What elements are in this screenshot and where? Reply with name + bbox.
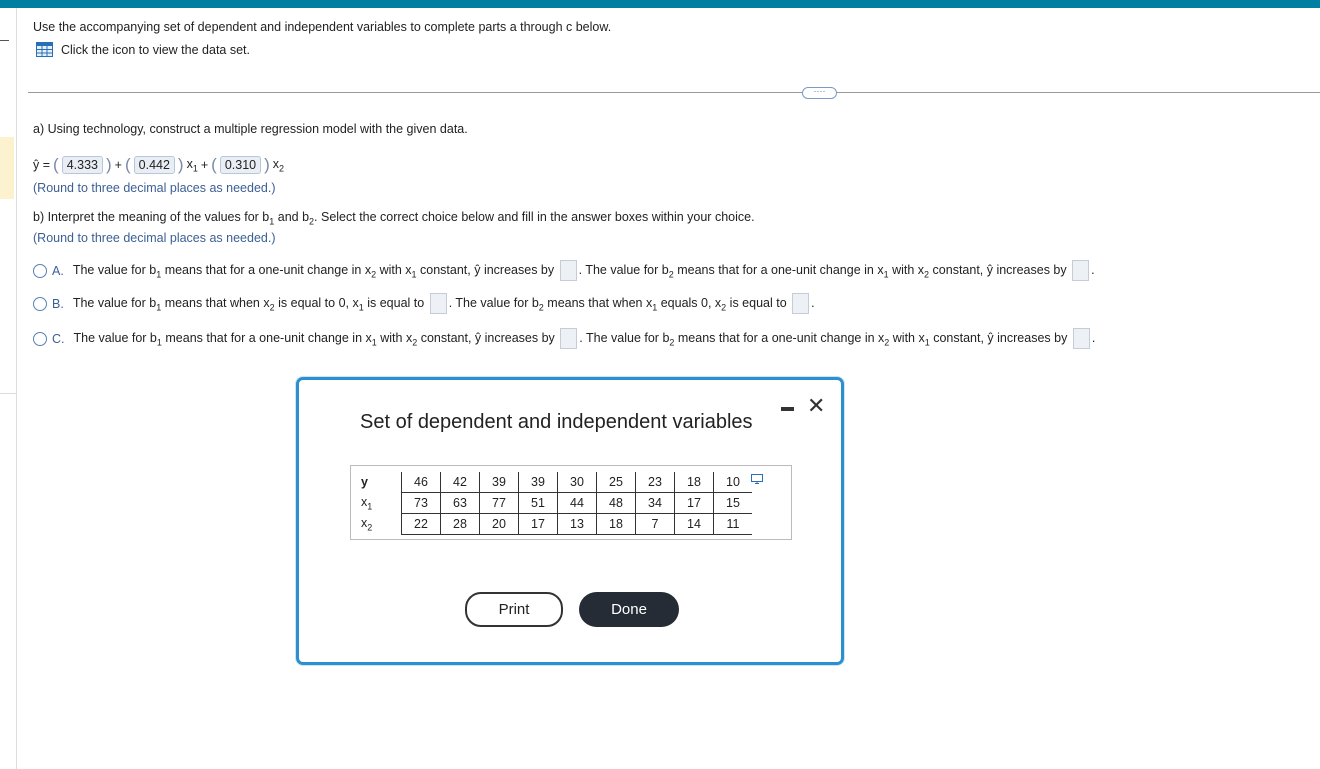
x1-term: $x_1$ [186,156,198,174]
row-label-x1: $x_1$ [357,493,402,514]
choice-a[interactable] [33,260,1095,281]
table-cell: 46 [402,472,441,493]
choice-b-letter: B. [52,296,64,311]
table-cell: 39 [519,472,558,493]
data-table-container [350,465,792,540]
table-cell: 34 [636,493,675,514]
table-cell: 10 [714,472,753,493]
data-table [357,472,752,535]
table-cell: 17 [519,514,558,535]
table-row [357,472,752,493]
left-divider [16,8,17,769]
answer-highlight-bar [0,137,14,199]
radio-a[interactable] [33,264,47,278]
table-row [357,514,752,535]
table-cell: 28 [441,514,480,535]
table-cell: 11 [714,514,753,535]
table-cell: 20 [480,514,519,535]
choice-c-letter: C. [52,331,65,346]
answer-box-c1[interactable] [560,328,577,349]
b2-answer-box[interactable]: 0.310 [220,156,261,174]
table-cell: 77 [480,493,519,514]
close-paren: ) [177,155,184,174]
choice-c-text: The value for $b_1$ means that for a one-unit change in $x_1$ with $x_2$ constant, ŷ increases by . The value for $b_2$ means that for a one-unit change in $x_2$ with $x_1$ constant, ŷ increases by . [74,328,1096,349]
choice-b[interactable] [33,293,815,314]
close-paren: ) [105,155,112,174]
row-label-x2: $x_2$ [357,514,402,535]
row-label-y: y [357,472,402,493]
table-cell: 7 [636,514,675,535]
table-cell: 18 [597,514,636,535]
b0-answer-box[interactable]: 4.333 [62,156,103,174]
left-dash [0,40,9,41]
left-dash-lower [0,393,16,394]
b1-answer-box[interactable]: 0.442 [134,156,175,174]
choice-a-letter: A. [52,263,64,278]
choice-b-text: The value for $b_1$ means that when $x_2$ is equal to 0, $x_1$ is equal to . The value for $b_2$ means that when $x_1$ equals 0, $x_2$ is equal to . [73,293,815,314]
table-cell: 39 [480,472,519,493]
top-bar [0,0,1320,8]
table-cell: 73 [402,493,441,514]
table-cell: 63 [441,493,480,514]
open-paren: ( [211,155,217,174]
done-button[interactable]: Done [579,592,679,627]
minimize-icon[interactable] [781,407,794,411]
radio-b[interactable] [33,297,47,311]
dataset-link[interactable] [36,42,250,57]
table-cell: 18 [675,472,714,493]
table-cell: 48 [597,493,636,514]
yhat-symbol: ŷ = [33,158,51,172]
table-cell: 42 [441,472,480,493]
section-separator [28,92,1320,93]
open-paren: ( [53,155,59,174]
table-grid-icon[interactable] [36,42,53,57]
table-cell: 15 [714,493,753,514]
radio-c[interactable] [33,332,47,346]
round-note-a: (Round to three decimal places as needed.) [33,181,276,195]
close-paren: ) [264,155,270,174]
regression-equation [33,156,284,174]
answer-box-b2[interactable] [792,293,809,314]
answer-box-b1[interactable] [430,293,447,314]
table-cell: 14 [675,514,714,535]
print-button[interactable]: Print [465,592,563,627]
round-note-b: (Round to three decimal places as needed.) [33,231,276,245]
table-cell: 23 [636,472,675,493]
close-icon[interactable]: ✕ [807,393,826,418]
table-cell: 22 [402,514,441,535]
plus-sign: + [200,158,209,172]
open-paren: ( [124,155,131,174]
answer-box-a2[interactable] [1072,260,1089,281]
table-cell: 51 [519,493,558,514]
answer-box-c2[interactable] [1073,328,1090,349]
table-cell: 30 [558,472,597,493]
table-cell: 17 [675,493,714,514]
choice-a-text: The value for $b_1$ means that for a one-unit change in $x_2$ with $x_1$ constant, ŷ increases by . The value for $b_2$ means that for a one-unit change in $x_1$ with $x_2$ constant, ŷ increases by . [73,260,1095,281]
part-b-question: b) Interpret the meaning of the values for $b_1$ and $b_2$. Select the correct choice below and fill in the answer boxes within your choice. [33,210,755,227]
table-cell: 44 [558,493,597,514]
x2-term: $x_2$ [272,156,285,174]
intro-text: Use the accompanying set of dependent and independent variables to complete parts a through c below. [33,20,612,34]
table-row [357,493,752,514]
choice-c[interactable] [33,328,1095,349]
answer-box-a1[interactable] [560,260,577,281]
table-cell: 13 [558,514,597,535]
modal-title: Set of dependent and independent variables [360,411,753,433]
dataset-link-label[interactable]: Click the icon to view the data set. [61,42,250,57]
dataset-modal [296,377,844,665]
table-cell: 25 [597,472,636,493]
plus-sign: + [114,158,122,172]
part-a-question: a) Using technology, construct a multiple regression model with the given data. [33,122,468,136]
copy-icon[interactable] [751,474,763,484]
expand-more-button[interactable]: ···· [802,87,837,99]
